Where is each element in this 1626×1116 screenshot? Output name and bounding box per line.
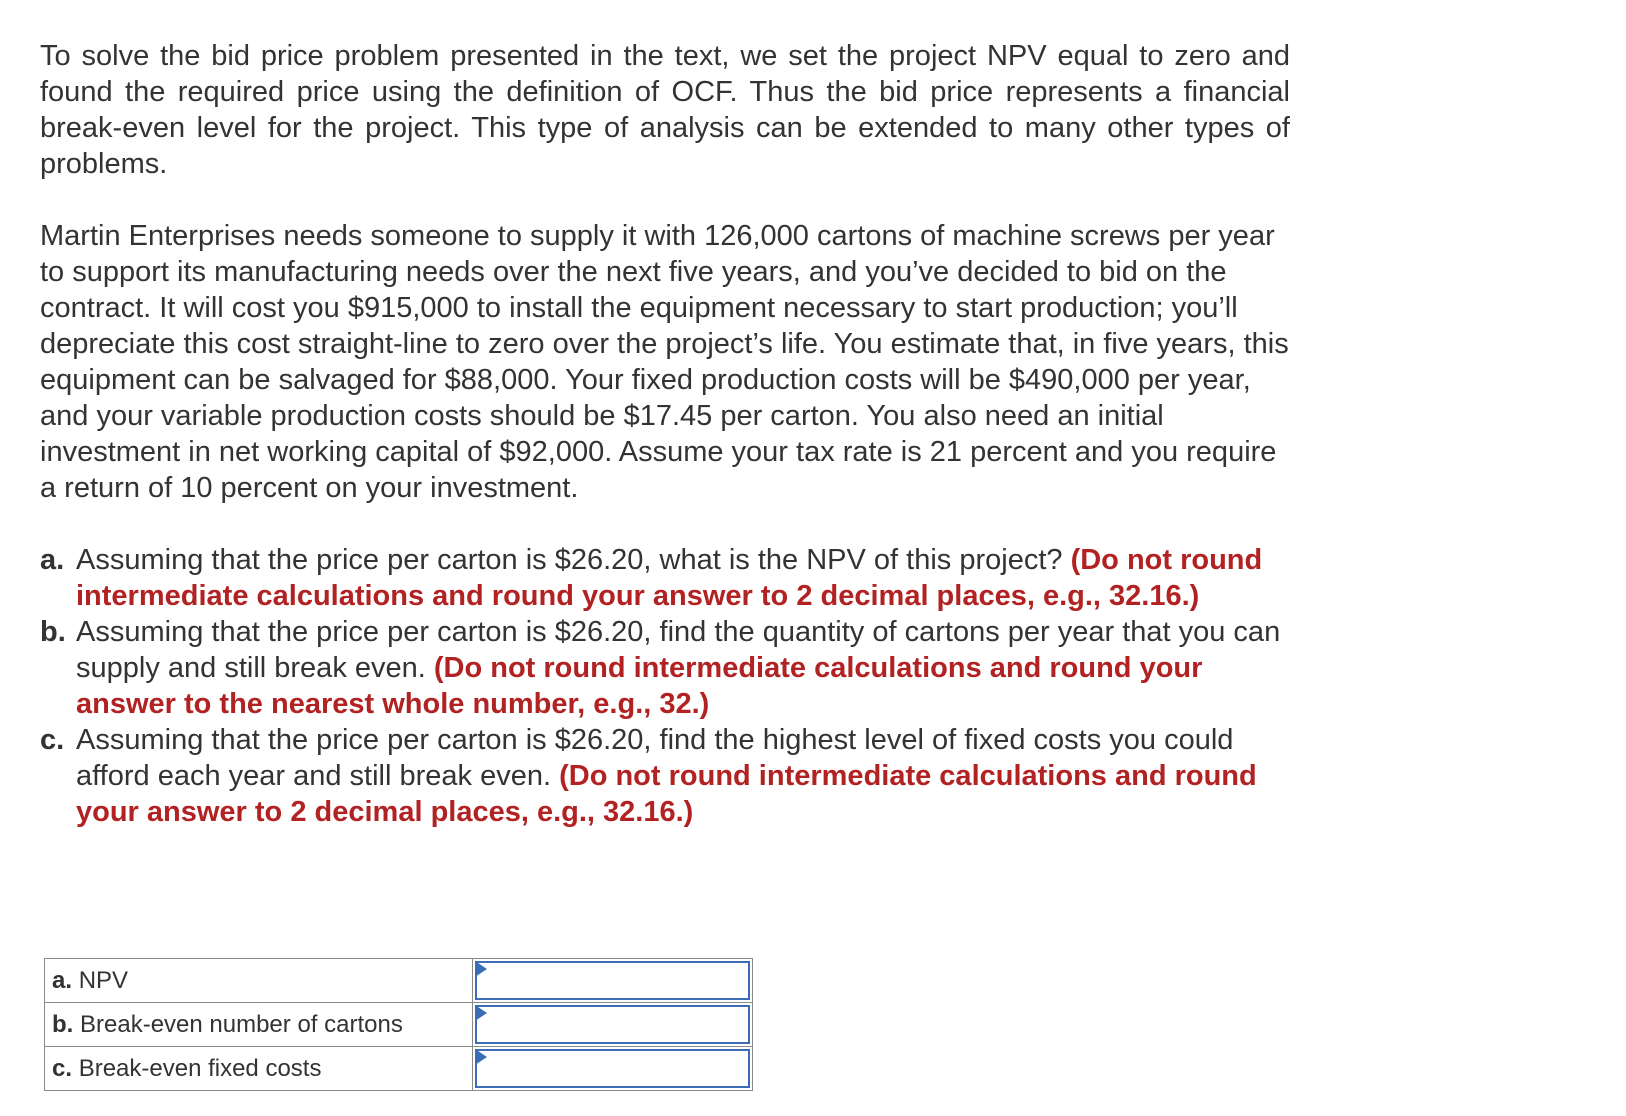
- answer-label: [45, 959, 473, 1003]
- question-hint: (Do not round intermediate calculations and round your answer to the nearest whole number, e.g., 32.): [76, 652, 1203, 720]
- question-text: Assuming that the price per carton is $26.20, find the highest level of fixed costs you could afford each year and still break even.: [76, 724, 1234, 792]
- question-letter: a.: [40, 544, 65, 576]
- question-item: [40, 542, 1290, 614]
- answer-row-breakeven-fixed-costs: [45, 1047, 753, 1091]
- answer-table: [44, 958, 753, 1091]
- problem-content: [40, 38, 1290, 830]
- question-letter: b.: [40, 616, 66, 648]
- answer-label-text: NPV: [78, 966, 129, 994]
- question-list: [40, 542, 1290, 830]
- answer-label: [45, 1003, 473, 1047]
- answer-cell: [473, 1047, 753, 1091]
- breakeven-fixed-costs-input[interactable]: [475, 1049, 750, 1088]
- answer-label: [45, 1047, 473, 1091]
- question-hint: (Do not round intermediate calculations and round your answer to 2 decimal places, e.g., 32.16.): [76, 760, 1257, 828]
- flag-icon: [475, 1049, 487, 1065]
- answer-cell: [473, 1003, 753, 1047]
- breakeven-cartons-input[interactable]: [475, 1005, 750, 1044]
- question-hint: (Do not round intermediate calculations and round your answer to 2 decimal places, e.g., 32.16.): [76, 544, 1263, 612]
- answer-letter: b.: [52, 1010, 74, 1038]
- answer-label-text: Break-even number of cartons: [80, 1010, 403, 1038]
- question-text: Assuming that the price per carton is $26.20, find the quantity of cartons per year that you can supply and still break even.: [76, 616, 1281, 684]
- flag-icon: [475, 961, 487, 977]
- answer-label-text: Break-even fixed costs: [78, 1054, 322, 1082]
- answer-row-npv: [45, 959, 753, 1003]
- question-item: [40, 722, 1290, 830]
- problem-paragraph: Martin Enterprises needs someone to supply it with 126,000 cartons of machine screws per year to support its manufacturing needs over the next five years, and you’ve decided to bid on the contract. It will cost you $915,000 to install the equipment necessary to start production; you’ll depreciate this cost straight-line to zero over the project’s life. You estimate that, in five years, this equipment can be salvaged for $88,000. Your fixed production costs will be $490,000 per year, and your variable production costs should be $17.45 per carton. You also need an initial investment in net working capital of $92,000. Assume your tax rate is 21 percent and you require a return of 10 percent on your investment.: [40, 220, 1289, 504]
- npv-input[interactable]: [475, 961, 750, 1000]
- answer-cell: [473, 959, 753, 1003]
- answer-row-breakeven-cartons: [45, 1003, 753, 1047]
- question-letter: c.: [40, 724, 65, 756]
- intro-paragraph: To solve the bid price problem presented in the text, we set the project NPV equal to zero and found the required price using the definition of OCF. Thus the bid price represents a financial break-even level for the project. This type of analysis can be extended to many other types of problems.: [40, 40, 1290, 180]
- answer-letter: a.: [52, 966, 73, 994]
- question-text: Assuming that the price per carton is $26.20, what is the NPV of this project?: [76, 544, 1071, 576]
- question-item: [40, 614, 1290, 722]
- flag-icon: [475, 1005, 487, 1021]
- answer-letter: c.: [52, 1054, 73, 1082]
